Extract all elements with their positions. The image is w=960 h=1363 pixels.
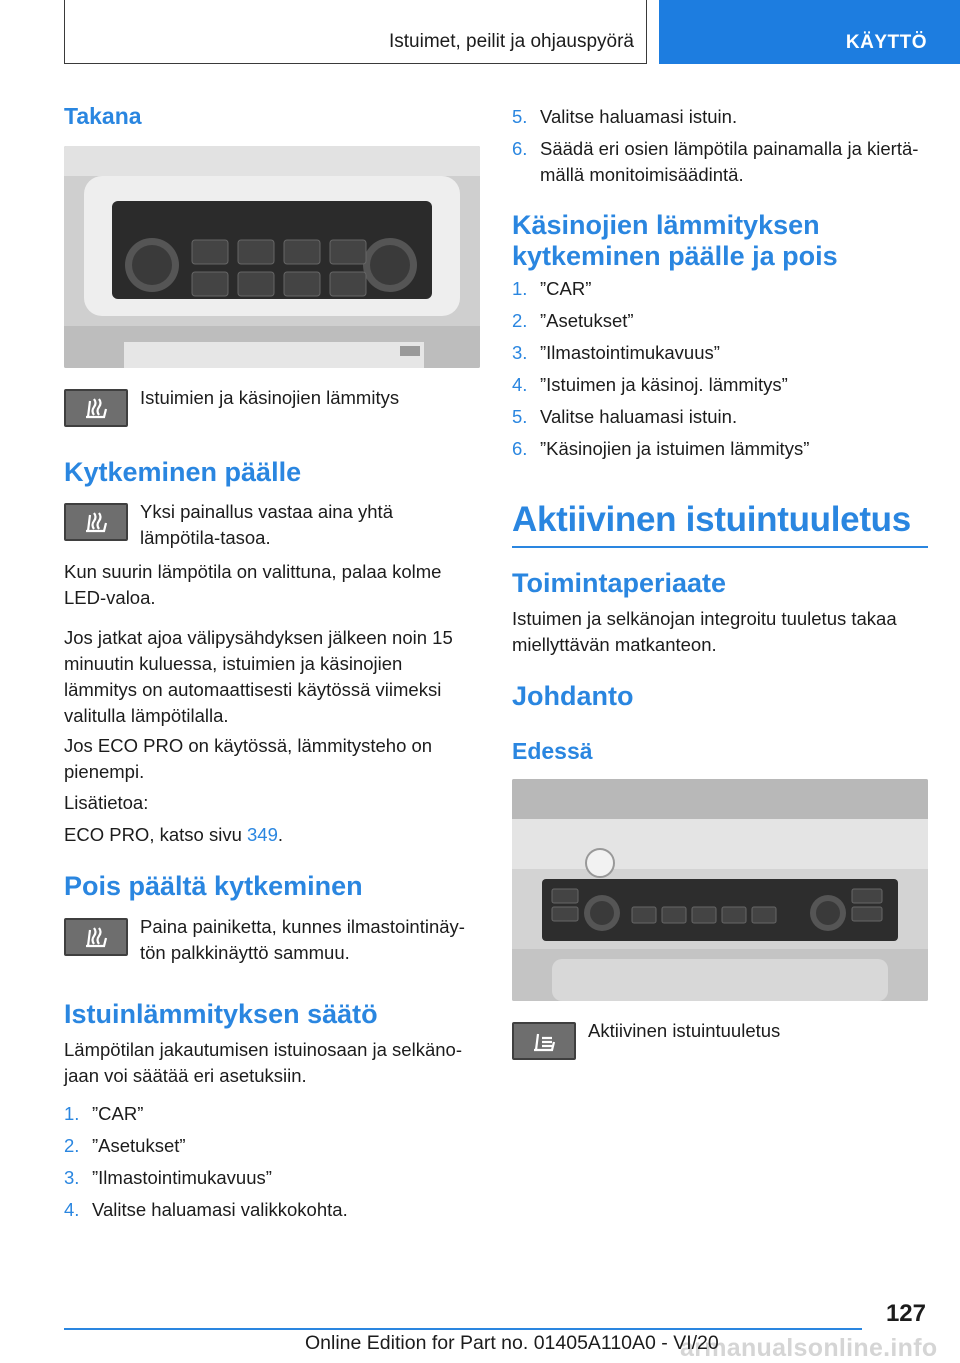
front-climate-panel-photo: [512, 779, 928, 1001]
header-frame: [64, 0, 647, 64]
rear-climate-panel-photo: [64, 146, 480, 368]
switch-on-icon-text: Yksi painallus vastaa aina yhtä lämpötila-tasoa.: [140, 501, 393, 548]
list-item: 1. ”CAR”: [512, 278, 592, 299]
list-item: 4. Valitse haluamasi valikkokohta.: [64, 1199, 348, 1220]
list-item-continuation: mällä monitoimisäädintä.: [540, 164, 744, 185]
watermark: armanualsonline.info: [680, 1334, 938, 1362]
heading-switch-off: Pois päältä kytkeminen: [64, 871, 363, 901]
list-item: 3. ”Ilmastointimukavuus”: [512, 342, 720, 363]
switch-on-paragraph-3: Jos ECO PRO on käytössä, lämmitysteho on pienempi.: [64, 735, 433, 782]
list-item: 5. Valitse haluamasi istuin.: [512, 106, 738, 127]
heading-introduction: Johdanto: [512, 681, 634, 711]
icon-caption-seat-armrest-heating: Istuimien ja käsinojien lämmitys: [140, 387, 400, 408]
footer-divider: [64, 1328, 862, 1330]
seat-heating-icon: [64, 918, 128, 956]
list-item: 5. Valitse haluamasi istuin.: [512, 406, 738, 427]
page-link-349[interactable]: 349: [247, 824, 278, 845]
list-item: 6. ”Käsinojien ja istuimen lämmitys”: [512, 438, 810, 459]
more-info-label: Lisätietoa:: [64, 792, 149, 813]
switch-on-paragraph-1: Kun suurin lämpötila on valittuna, palaa kolme LED-valoa.: [64, 561, 442, 608]
heading-switch-on: Kytkeminen päälle: [64, 457, 302, 487]
list-item: 6. Säädä eri osien lämpötila painamalla ja kiertä-: [512, 138, 919, 159]
principle-paragraph: Istuimen ja selkänojan integroitu tuuletus takaa miellyttävän matkanteon.: [512, 608, 897, 655]
list-item: 2. ”Asetukset”: [64, 1135, 186, 1156]
chapter-tab[interactable]: [659, 0, 960, 64]
adjust-paragraph: Lämpötilan jakautumisen istuinosaan ja selkäno-jaan voi säätää eri asetuksiin.: [64, 1039, 462, 1086]
list-item: 3. ”Ilmastointimukavuus”: [64, 1167, 272, 1188]
chapter-tab-label: KÄYTTÖ: [845, 32, 927, 53]
footer-edition: Online Edition for Part no. 01405A110A0 - VI/20: [305, 1332, 719, 1354]
switch-off-icon-text: Paina painiketta, kunnes ilmastointinäy-tön palkkinäyttö sammuu.: [140, 916, 465, 963]
page-number: 127: [885, 1300, 926, 1327]
more-info-reference: [64, 822, 283, 848]
seat-heating-icon: [64, 503, 128, 541]
heading-operating-principle: Toimintaperiaate: [512, 568, 727, 598]
more-info-text: ECO PRO, katso sivu: [64, 824, 247, 845]
heading-front: Edessä: [512, 738, 593, 764]
heading-seat-heating-adjust: Istuinlämmityksen säätö: [64, 999, 378, 1029]
heading-rear: Takana: [64, 103, 142, 129]
front-panel-illustration: [512, 779, 928, 1001]
section-title-active-seat-ventilation: Aktiivinen istuintuuletus: [512, 500, 928, 548]
more-info-end: .: [277, 824, 284, 845]
list-item: 2. ”Asetukset”: [512, 310, 634, 331]
switch-on-paragraph-2: Jos jatkat ajoa välipysähdyksen jälkeen noin 15 minuutin kuluessa, istuimien ja käsinojien lämmitys on automaattisesti käytössä viimeksi valitulla lämpötilalla.: [64, 627, 453, 726]
list-item: 4. ”Istuimen ja käsinoj. lämmitys”: [512, 374, 788, 395]
icon-caption-active-seat-ventilation: Aktiivinen istuintuuletus: [588, 1020, 781, 1041]
section-title: Istuimet, peilit ja ohjauspyörä: [388, 31, 634, 52]
list-item: 1. ”CAR”: [64, 1103, 144, 1124]
seat-heating-icon: [64, 389, 128, 427]
heading-armrest-heating: Käsinojien lämmityksen kytkeminen päälle ja pois: [512, 210, 838, 271]
seat-ventilation-icon: [512, 1022, 576, 1060]
rear-panel-illustration: [64, 146, 480, 368]
